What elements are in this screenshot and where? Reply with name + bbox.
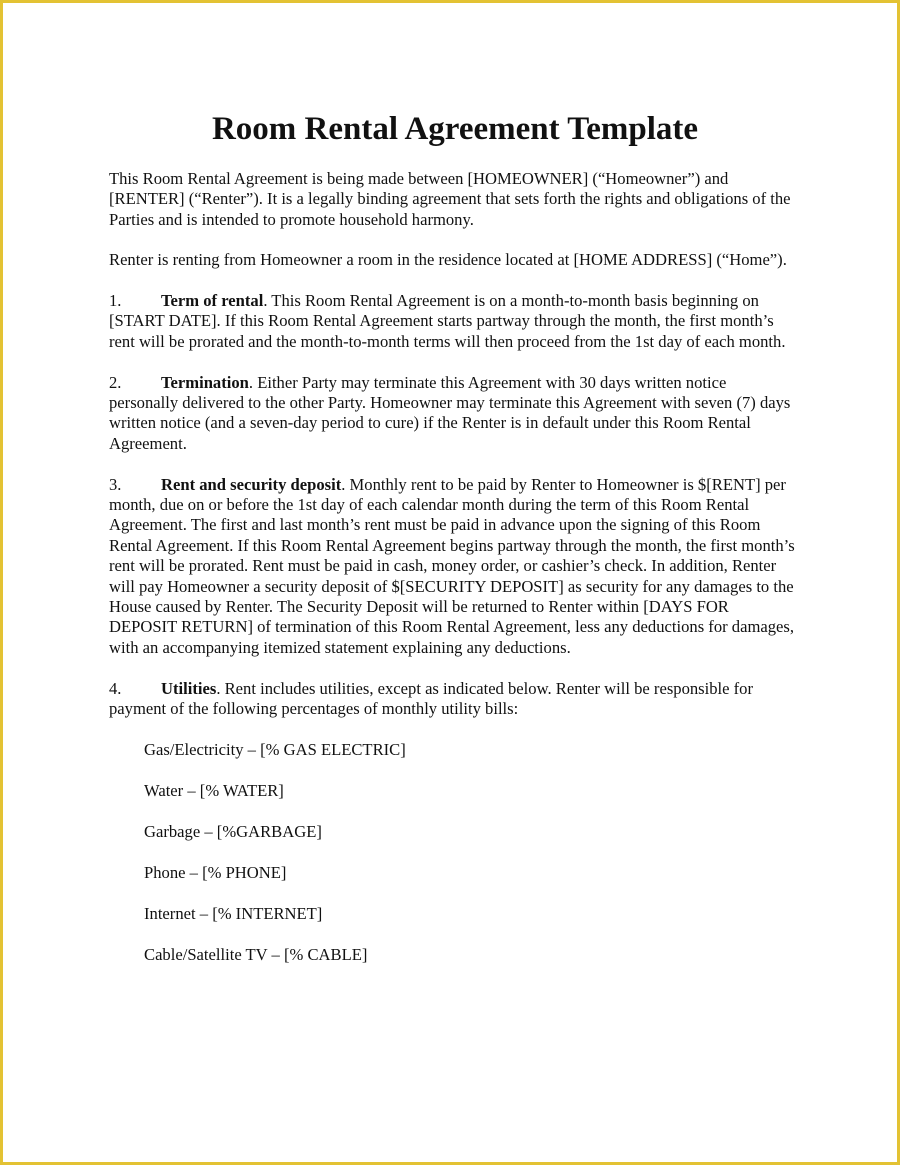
utility-item-cable-satellite-tv: Cable/Satellite TV – [% CABLE]	[144, 944, 368, 964]
section-body: . Monthly rent to be paid by Renter to Homeowner is $[RENT] per month, due on or before the 1st day of each calendar month during the term of this Room Rental Agreement. The first and last month’s rent must be paid in advance upon the signing of this Room Rental Agreement. If this Room Rental Agreement begins partway through the month, the first month’s rent will be prorated. Rent must be paid in cash, money order, or cashier’s check. In addition, Renter will pay Homeowner a security deposit of $[SECURITY DEPOSIT] as security for any damages to the House caused by Renter. The Security Deposit will be returned to Renter within [DAYS FOR DEPOSIT RETURN] of termination of this Room Rental Agreement, less any deductions for damages, with an accompanying itemized statement explaining any deductions.	[109, 474, 795, 657]
section-heading: Utilities	[161, 678, 217, 698]
utility-item-phone: Phone – [% PHONE]	[144, 862, 287, 882]
utility-item-internet: Internet – [% INTERNET]	[144, 903, 323, 923]
section-number: 4.	[109, 678, 122, 698]
section-heading: Termination	[161, 372, 249, 392]
section-heading: Term of rental	[161, 291, 264, 311]
utility-item-water: Water – [% WATER]	[144, 780, 284, 800]
section-body: . This Room Rental Agreement is on a month-to-month basis beginning on [START DATE]. If this Room Rental Agreement starts partway through the month, the first month’s rent will be prorated and the month-to-month terms will then proceed from the 1st day of each month.	[109, 291, 786, 351]
utility-item-gas-electricity: Gas/Electricity – [% GAS ELECTRIC]	[144, 739, 406, 759]
section-number: 3.	[109, 474, 122, 494]
section-term-of-rental	[109, 291, 799, 352]
section-number: 2.	[109, 372, 122, 392]
utilities-list	[109, 740, 799, 965]
section-number: 1.	[109, 291, 122, 311]
section-body: . Rent includes utilities, except as indicated below. Renter will be responsible for payment of the following percentages of monthly utility bills:	[109, 678, 754, 719]
section-utilities	[109, 679, 799, 720]
section-rent-and-security-deposit	[109, 475, 799, 659]
section-heading: Rent and security deposit	[161, 474, 342, 494]
document-body	[109, 109, 799, 965]
page-title: Room Rental Agreement Template	[211, 111, 699, 147]
intro-paragraph-parties: This Room Rental Agreement is being made between [HOMEOWNER] (“Homeowner”) and [RENTER] (“Renter”). It is a legally binding agreement that sets forth the rights and obligations of the Parties and is intended to promote household harmony.	[109, 169, 791, 229]
intro-paragraph-address: Renter is renting from Homeowner a room in the residence located at [HOME ADDRESS] (“Home”).	[109, 250, 787, 270]
section-termination	[109, 373, 799, 455]
utility-item-garbage: Garbage – [%GARBAGE]	[144, 821, 322, 841]
section-body: . Either Party may terminate this Agreement with 30 days written notice personally delivered to the other Party. Homeowner may terminate this Agreement with seven (7) days written notice (and a seven-day period to cure) if the Renter is in default under this Room Rental Agreement.	[109, 372, 791, 453]
